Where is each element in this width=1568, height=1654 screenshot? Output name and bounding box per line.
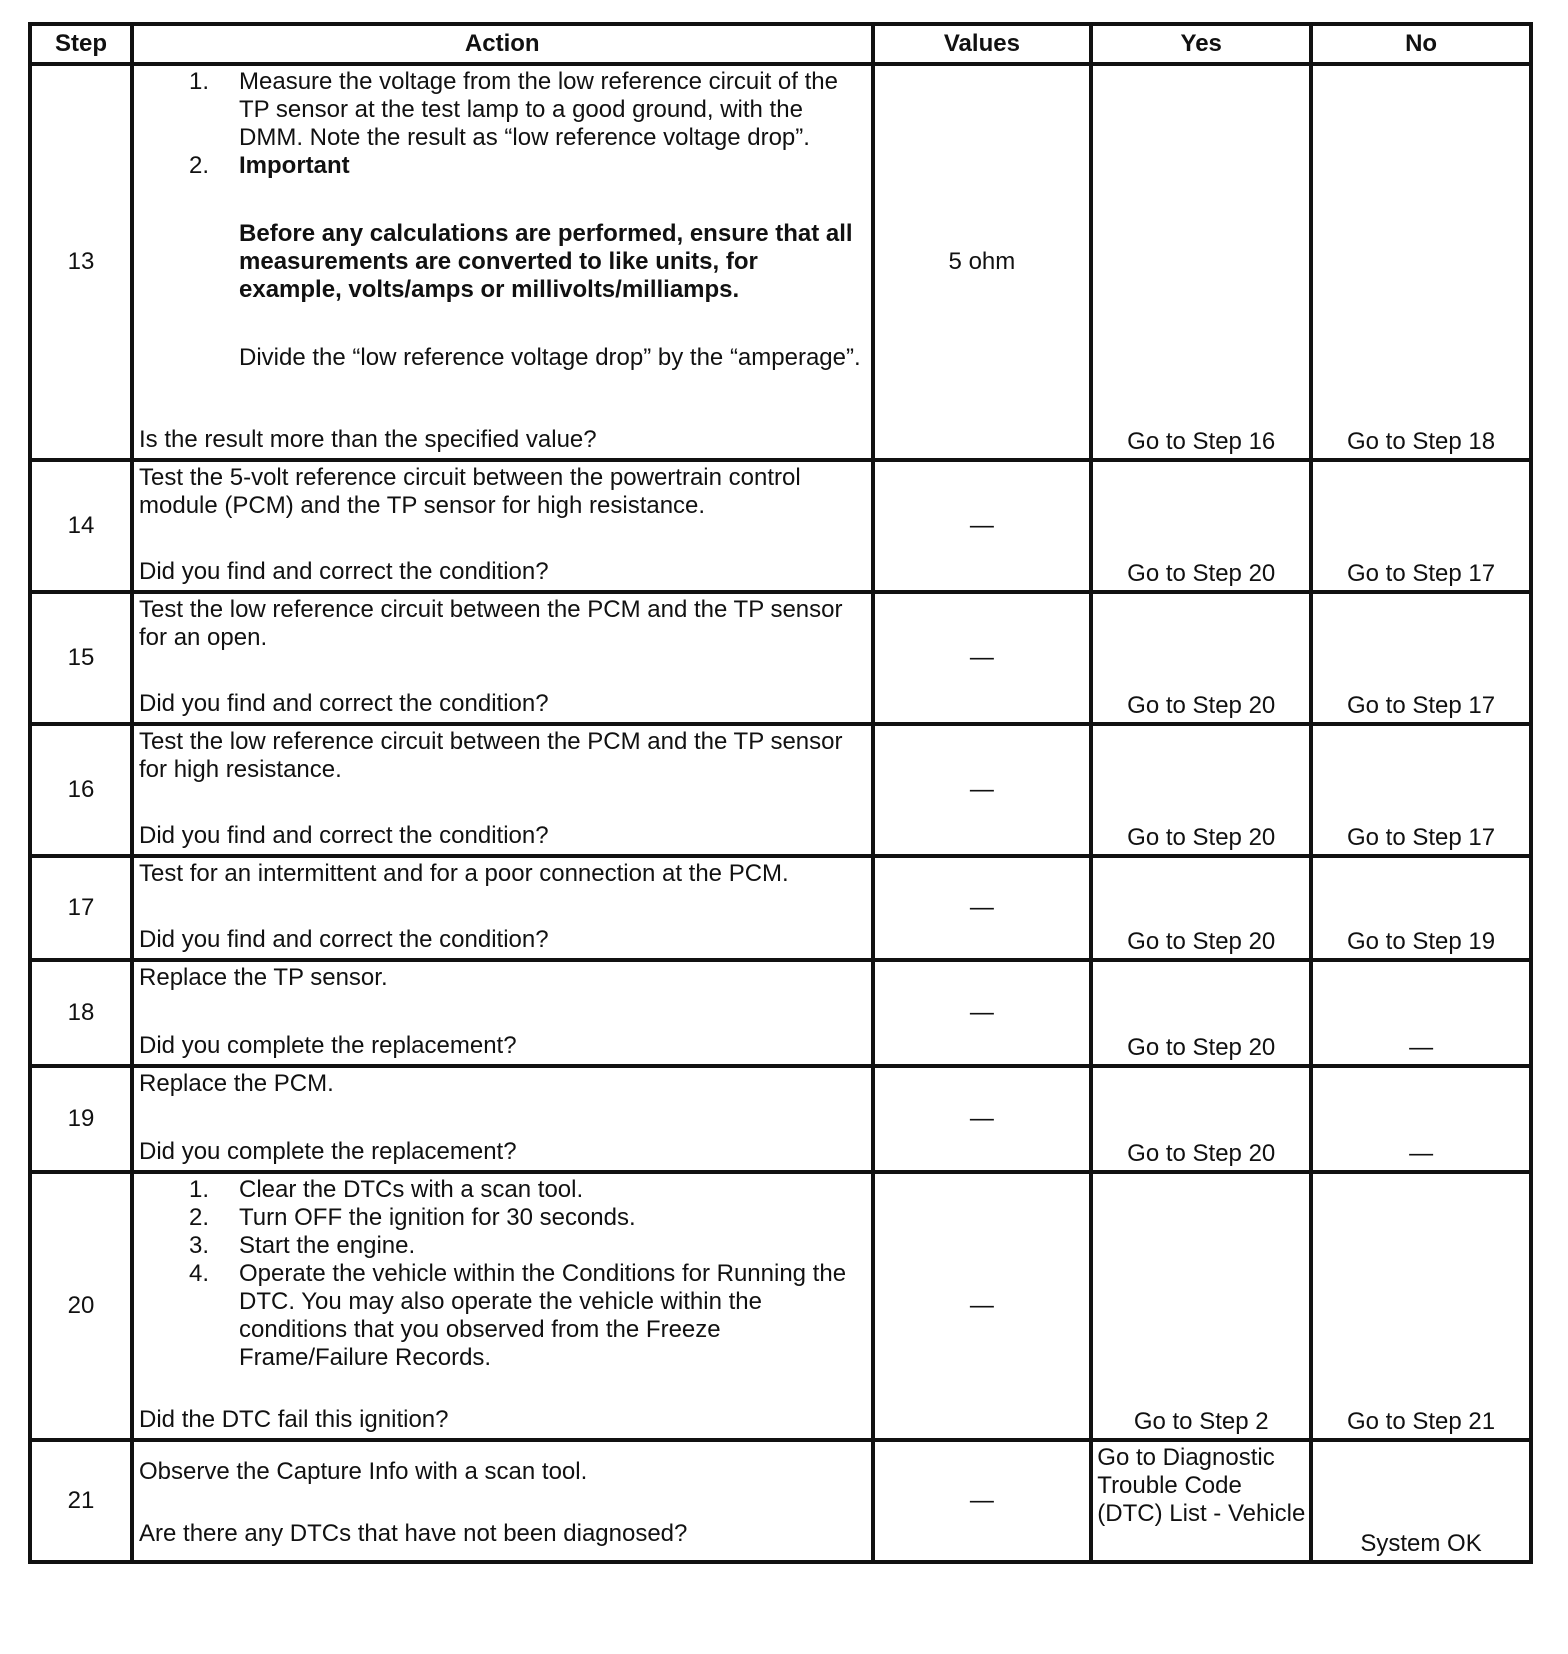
header-step: Step xyxy=(30,24,132,64)
action-cell xyxy=(132,856,873,960)
list-item: 2. Important Before any calculations are performed, ensure that all measurements are converted to like units, for example, volts/amps or millivolts/milliamps. Divide the “low reference voltage drop” by the “amperage”. xyxy=(139,152,867,372)
instruction-text: Replace the TP sensor. xyxy=(139,964,388,991)
no-cell xyxy=(1311,1066,1531,1172)
no-link[interactable]: Go to Step 18 xyxy=(1347,428,1496,455)
instruction-text: Test the 5-volt reference circuit between the powertrain control module (PCM) and the TP sensor for high resistance. xyxy=(139,464,801,519)
yes-cell xyxy=(1091,1440,1311,1562)
instruction-list xyxy=(139,1176,867,1372)
yes-cell xyxy=(1091,64,1311,460)
yes-link[interactable]: Go to Step 20 xyxy=(1127,1034,1276,1061)
yes-cell xyxy=(1091,724,1311,856)
no-cell xyxy=(1311,724,1531,856)
instruction-text: Test the low reference circuit between the PCM and the TP sensor for an open. xyxy=(139,596,843,651)
no-link[interactable]: Go to Step 17 xyxy=(1347,692,1496,719)
instruction-text: Test the low reference circuit between the PCM and the TP sensor for high resistance. xyxy=(139,728,843,783)
step-number: 19 xyxy=(30,1066,132,1172)
step-number: 13 xyxy=(30,64,132,460)
table-row xyxy=(30,1066,1531,1172)
no-value: System OK xyxy=(1360,1530,1482,1557)
yes-cell xyxy=(1091,592,1311,724)
table-row xyxy=(30,1440,1531,1562)
action-cell xyxy=(132,960,873,1066)
value-cell: — xyxy=(873,460,1092,592)
no-cell xyxy=(1311,1440,1531,1562)
header-yes: Yes xyxy=(1091,24,1311,64)
no-link[interactable]: Go to Step 17 xyxy=(1347,824,1496,851)
yes-link[interactable]: Go to Step 20 xyxy=(1127,928,1276,955)
question-text: Did you find and correct the condition? xyxy=(139,558,549,585)
action-cell xyxy=(132,460,873,592)
diagnostic-table xyxy=(28,22,1533,1564)
yes-link[interactable]: Go to Step 20 xyxy=(1127,560,1276,587)
action-cell xyxy=(132,724,873,856)
instruction-text: Divide the “low reference voltage drop” by the “amperage”. xyxy=(239,344,861,371)
yes-link[interactable]: Go to Step 2 xyxy=(1133,1408,1269,1435)
yes-link[interactable]: Go to Step 20 xyxy=(1127,824,1276,851)
instruction-list xyxy=(139,68,867,372)
no-cell xyxy=(1311,856,1531,960)
table-row xyxy=(30,460,1531,592)
list-item: 4. Operate the vehicle within the Conditions for Running the DTC. You may also operate the vehicle within the conditions that you observed from the Freeze Frame/Failure Records. xyxy=(189,1260,847,1371)
value-cell: — xyxy=(873,960,1092,1066)
table-row xyxy=(30,64,1531,460)
header-values: Values xyxy=(873,24,1092,64)
important-label: Important xyxy=(239,152,350,179)
list-item: 2. Turn OFF the ignition for 30 seconds. xyxy=(189,1204,636,1231)
yes-cell xyxy=(1091,1066,1311,1172)
no-link[interactable]: Go to Step 21 xyxy=(1347,1408,1496,1435)
instruction-text: Replace the PCM. xyxy=(139,1070,334,1097)
yes-cell xyxy=(1091,1172,1311,1440)
value-cell: — xyxy=(873,1172,1092,1440)
step-number: 14 xyxy=(30,460,132,592)
value-cell: — xyxy=(873,1440,1092,1562)
list-item: 3. Start the engine. xyxy=(189,1232,416,1259)
step-number: 21 xyxy=(30,1440,132,1562)
no-value: — xyxy=(1409,1140,1434,1167)
step-number: 17 xyxy=(30,856,132,960)
list-item: 1. Measure the voltage from the low reference circuit of the TP sensor at the test lamp to a good ground, with the DMM. Note the result as “low reference voltage drop”. xyxy=(189,68,838,151)
action-cell xyxy=(132,592,873,724)
list-item: 1. Clear the DTCs with a scan tool. xyxy=(189,1176,584,1203)
header-action: Action xyxy=(132,24,873,64)
value-cell: — xyxy=(873,1066,1092,1172)
header-no: No xyxy=(1311,24,1531,64)
question-text: Did you complete the replacement? xyxy=(139,1032,517,1059)
yes-cell xyxy=(1091,460,1311,592)
action-cell xyxy=(132,1440,873,1562)
no-cell xyxy=(1311,592,1531,724)
question-text: Did you complete the replacement? xyxy=(139,1138,517,1165)
yes-cell xyxy=(1091,960,1311,1066)
question-text: Did you find and correct the condition? xyxy=(139,822,549,849)
no-link[interactable]: Go to Step 17 xyxy=(1347,560,1496,587)
no-link[interactable]: Go to Step 19 xyxy=(1347,928,1496,955)
question-text: Are there any DTCs that have not been diagnosed? xyxy=(139,1520,688,1547)
value-cell: 5 ohm xyxy=(873,64,1092,460)
yes-link[interactable]: Go to Step 16 xyxy=(1127,428,1276,455)
yes-link[interactable]: Go to Step 20 xyxy=(1127,1140,1276,1167)
table-row xyxy=(30,592,1531,724)
no-value: — xyxy=(1409,1034,1434,1061)
step-number: 15 xyxy=(30,592,132,724)
question-text: Is the result more than the specified value? xyxy=(139,426,597,453)
question-text: Did the DTC fail this ignition? xyxy=(139,1406,449,1433)
action-cell xyxy=(132,64,873,460)
yes-cell xyxy=(1091,856,1311,960)
no-cell xyxy=(1311,960,1531,1066)
step-number: 16 xyxy=(30,724,132,856)
instruction-text: Test for an intermittent and for a poor connection at the PCM. xyxy=(139,860,789,887)
table-row xyxy=(30,960,1531,1066)
step-number: 20 xyxy=(30,1172,132,1440)
action-cell xyxy=(132,1066,873,1172)
question-text: Did you find and correct the condition? xyxy=(139,690,549,717)
yes-link[interactable]: Go to Step 20 xyxy=(1127,692,1276,719)
value-cell: — xyxy=(873,724,1092,856)
header-row xyxy=(30,24,1531,64)
value-cell: — xyxy=(873,592,1092,724)
question-text: Did you find and correct the condition? xyxy=(139,926,549,953)
step-number: 18 xyxy=(30,960,132,1066)
no-cell xyxy=(1311,64,1531,460)
table-row xyxy=(30,724,1531,856)
value-cell: — xyxy=(873,856,1092,960)
no-cell xyxy=(1311,1172,1531,1440)
instruction-text: Observe the Capture Info with a scan tool. xyxy=(139,1458,588,1485)
important-note: Before any calculations are performed, ensure that all measurements are converted to like units, for example, volts/amps or millivolts/milliamps. xyxy=(239,220,853,303)
yes-link[interactable]: Go to Diagnostic Trouble Code (DTC) List - Vehicle xyxy=(1097,1444,1306,1527)
table-row xyxy=(30,1172,1531,1440)
action-cell xyxy=(132,1172,873,1440)
no-cell xyxy=(1311,460,1531,592)
table-row xyxy=(30,856,1531,960)
